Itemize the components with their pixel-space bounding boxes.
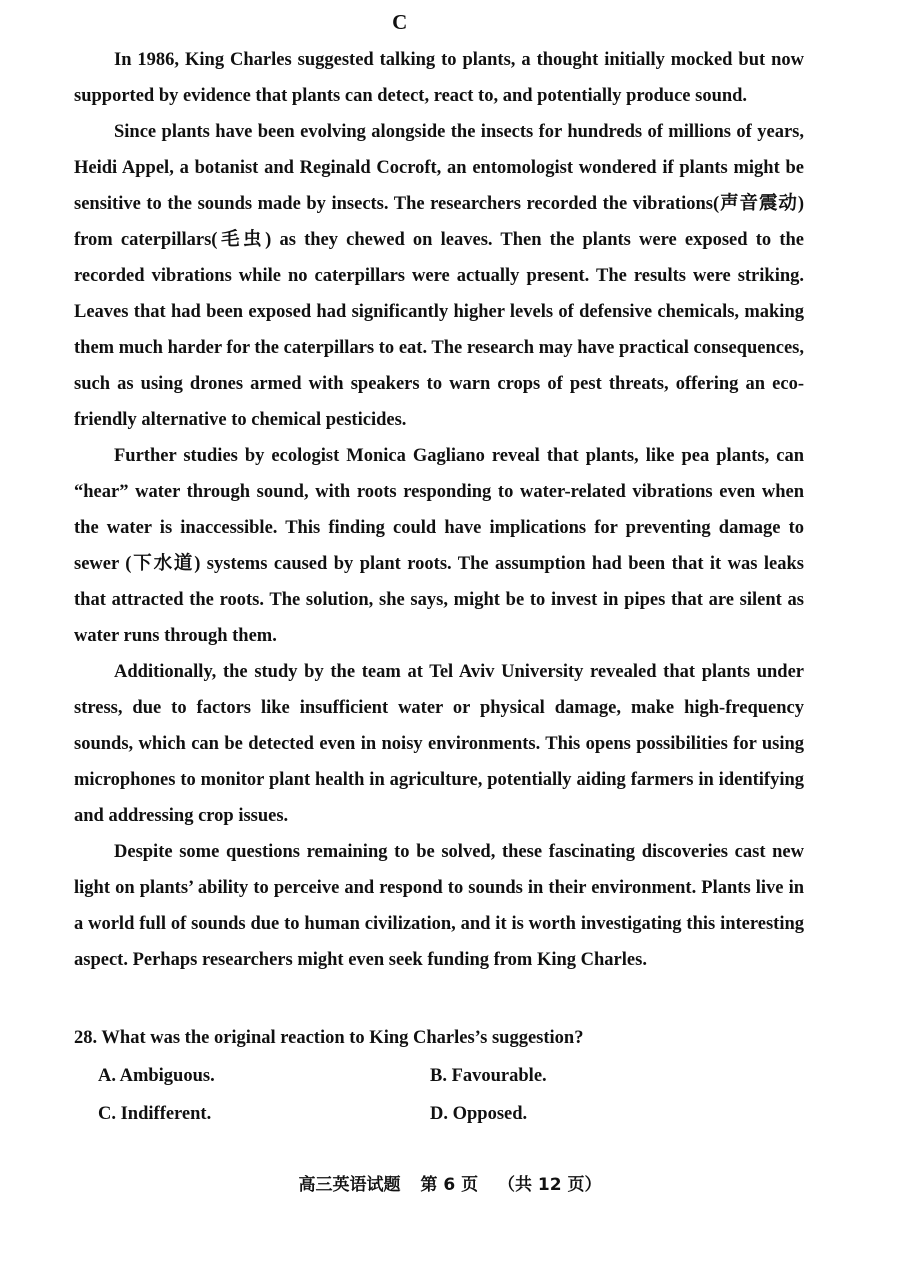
- passage-paragraph: In 1986, King Charles suggested talking to plants, a thought initially mocked but now supported by evidence that plants can detect, react to, and potentially produce sound.: [74, 50, 804, 106]
- option-b: B. Favourable.: [430, 1066, 547, 1086]
- option-d: D. Opposed.: [430, 1104, 528, 1124]
- passage-paragraph: Despite some questions remaining to be solved, these fascinating discoveries cast new light on plants’ ability to perceive and respond to sounds in their environment. Plants live in a world full of sounds due to human civilization, and it is worth investigating this interesting aspect. Perhaps researchers might even seek funding from King Charles.: [74, 842, 804, 970]
- page-number: 第 6 页: [420, 1175, 479, 1195]
- reading-passage: [74, 42, 804, 978]
- page-total: （共 12 页）: [498, 1175, 602, 1195]
- passage-paragraph: Since plants have been evolving alongside the insects for hundreds of millions of years, Heidi Appel, a botanist and Reginald Cocroft, an entomologist wondered if plants might be sensitive to the sounds made by insects. The researchers recorded the vibrations(声音震动) from caterpillars(毛虫) as they chewed on leaves. Then the plants were exposed to the recorded vibrations while no caterpillars were actually present. The results were striking. Leaves that had been exposed had significantly higher levels of defensive chemicals, making them much harder for the caterpillars to eat. The research may have practical consequences, such as using drones armed with speakers to warn crops of pest threats, offering an eco-friendly alternative to chemical pesticides.: [74, 122, 804, 430]
- question-stem: 28. What was the original reaction to King Charles’s suggestion?: [74, 1028, 584, 1048]
- exam-title: 高三英语试题: [298, 1175, 401, 1195]
- option-c: C. Indifferent.: [98, 1104, 212, 1124]
- passage-paragraph: Additionally, the study by the team at Tel Aviv University revealed that plants under stress, due to factors like insufficient water or physical damage, make high-frequency sounds, which can be detected even in noisy environments. This opens possibilities for using microphones to monitor plant health in agriculture, potentially aiding farmers in identifying and addressing crop issues.: [74, 662, 804, 826]
- section-letter: C: [392, 10, 408, 34]
- option-a: A. Ambiguous.: [98, 1066, 215, 1086]
- question-28: [74, 1021, 814, 1139]
- page-footer: [0, 1170, 900, 1195]
- answer-options: [74, 1059, 814, 1139]
- passage-paragraph: Further studies by ecologist Monica Gagliano reveal that plants, like pea plants, can “hear” water through sound, with roots responding to water-related vibrations even when the water is inaccessible. This finding could have implications for preventing damage to sewer (下水道) systems caused by plant roots. The assumption had been that it was leaks that attracted the roots. The solution, she says, might be to invest in pipes that are silent as water runs through them.: [74, 446, 804, 646]
